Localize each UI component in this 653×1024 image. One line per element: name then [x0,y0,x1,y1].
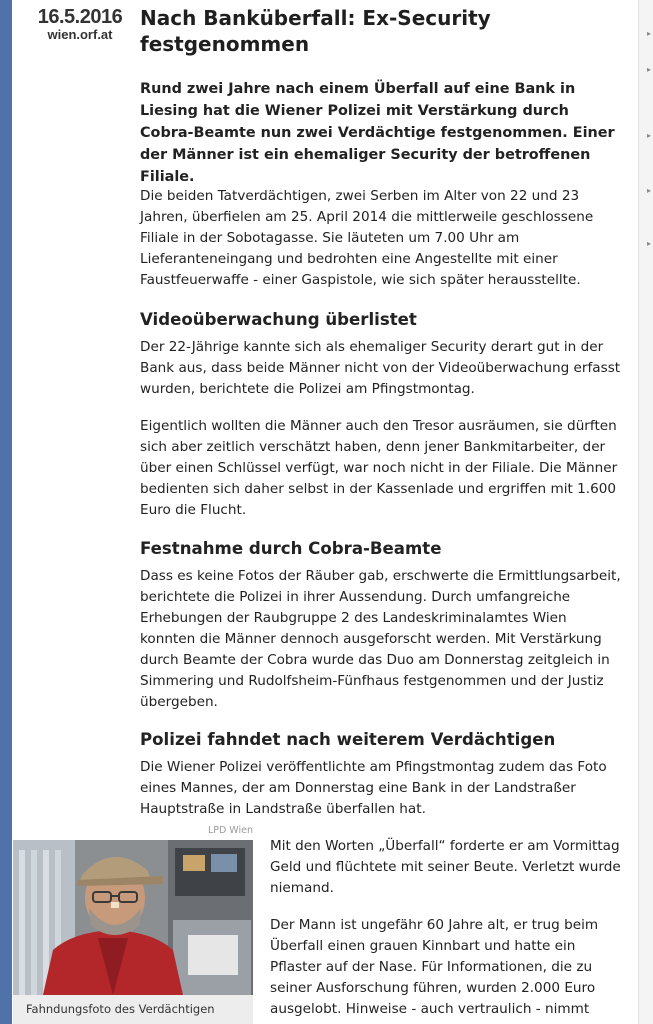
date-source-stamp [28,6,132,42]
arrow-right-icon[interactable]: ▸ [647,65,652,74]
arrow-right-icon[interactable]: ▸ [647,239,652,248]
arrow-right-icon[interactable]: ▸ [647,29,652,38]
paragraph: Der Mann ist ungefähr 60 Jahre alt, er trug beim Überfall einen grauen Kinnbart und hatte ein Pflaster auf der Nase. Für Informationen, die zu seiner Ausforschung führen, wurden 2.000 Euro ausgelobt. Hinweise - auch vertraulich - nimmt [270,917,599,1017]
paragraph: Die beiden Tatverdächtigen, zwei Serben im Alter von 22 und 23 Jahren, überfielen am 25. April 2014 die mittlerweile geschlossene Filiale in der Sobotagasse. Sie läuteten um 7.00 Uhr am Lieferanteneingang und bedrohten eine Angestellte mit einer Faustfeuerwaffe - einer Gaspistole, wie sich später herausstellte. [140,188,594,288]
subheading: Videoüberwachung überlistet [140,310,417,329]
paragraph: Mit den Worten „Überfall“ forderte er am Vormittag Geld und flüchtete mit seiner Beute. Verletzt wurde niemand. [270,838,621,896]
photo-caption-bar [13,995,253,1024]
left-border-strip [0,0,12,1024]
paragraph: Der 22-Jährige kannte sich als ehemaliger Security derart gut in der Bank aus, dass beide Männer nicht von der Videoüberwachung erfasst wurden, berichtete die Polizei am Pfingstmontag. [140,339,621,397]
paragraph: Eigentlich wollten die Männer auch den Tresor ausräumen, sie dürften sich aber zeitlich verschätzt haben, denn jener Bankmitarbeiter, der über einen Schlüssel verfügt, war noch nicht in der Filiale. Die Männer bedienten sich daher selbst in der Kassenlade und ergriffen mit 1.600 Euro die Flucht. [140,418,618,518]
stamp-date: 16.5.2016 [37,6,123,28]
suspect-photo[interactable] [13,840,253,995]
article-lead: Rund zwei Jahre nach einem Überfall auf eine Bank in Liesing hat die Wiener Polizei mit Verstärkung durch Cobra-Beamte nun zwei Verdächtige festgenommen. Einer der Männer ist ein ehemaliger Security der betroffenen Filiale. [140,81,615,185]
paragraph: Die Wiener Polizei veröffentlichte am Pfingstmontag zudem das Foto eines Mannes, der am Donnerstag eine Bank in der Landstraßer Hauptstraße in Landstraße überfallen hat. [140,759,607,817]
wanted-photo-figure [13,822,253,1024]
subheading: Festnahme durch Cobra-Beamte [140,539,442,558]
right-sidebar [638,0,653,1024]
arrow-right-icon[interactable]: ▸ [647,186,652,195]
stamp-source: wien.orf.at [47,27,113,42]
subheading: Polizei fahndet nach weiterem Verdächtigen [140,730,556,749]
paragraph: Dass es keine Fotos der Räuber gab, erschwerte die Ermittlungsarbeit, berichtete die Polizei in ihrer Aussendung. Durch umfangreiche Erhebungen der Raubgruppe 2 des Landeskriminalamtes Wien konnten die Männer dennoch ausgeforscht werden. Mit Verstärkung durch Beamte der Cobra wurde das Duo am Donnerstag zeitgleich in Simmering und Rudolfsheim-Fünfhaus festgenommen und der Justiz übergeben. [140,568,621,710]
article-title: Nach Banküberfall: Ex-Security festgenommen [140,6,491,56]
photo-caption: Fahndungsfoto des Verdächtigen [26,1002,215,1016]
photo-credit: LPD Wien [207,825,253,836]
arrow-right-icon[interactable]: ▸ [647,131,652,140]
